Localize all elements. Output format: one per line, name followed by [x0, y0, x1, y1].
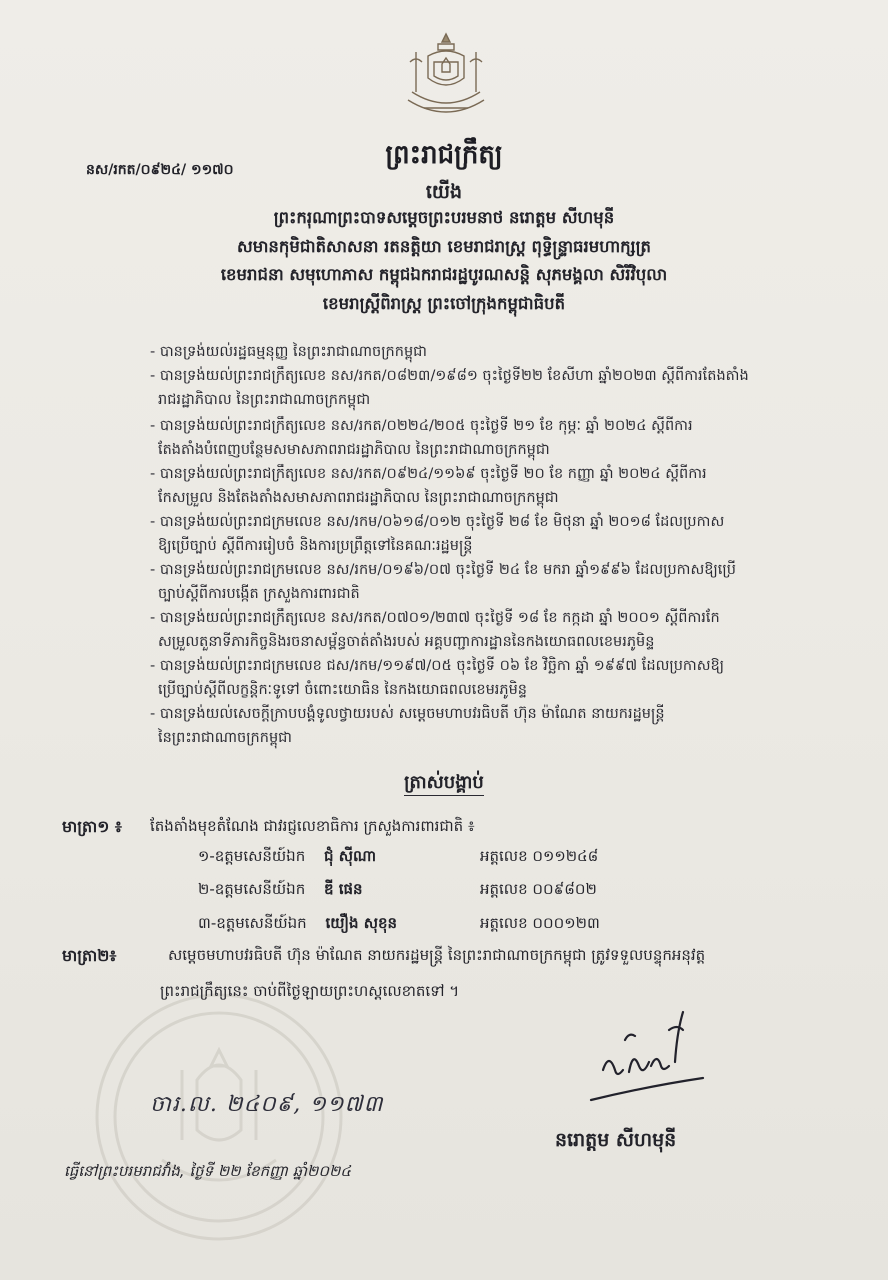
section-heading: [0, 770, 888, 797]
basis-line: ច្បាប់ស្តីពីការបង្កើត ក្រសួងការពារជាតិ: [158, 586, 360, 602]
article-2-label: មាត្រា២៖: [62, 946, 117, 965]
basis-line: - បានទ្រង់យល់ព្រះរាជក្រមលេខ នស/រកម/០១៩៦/០៧ ចុះថ្ងៃទី ២៤ ខែ មករា ឆ្នាំ១៩៩៦ ដែលប្រកាសឱ្យប្រើ: [150, 562, 736, 578]
basis-line: ឱ្យប្រើច្បាប់ ស្តីពីការរៀបចំ និងការប្រព្រឹត្តទៅនៃគណៈរដ្ឋមន្ត្រី: [158, 538, 473, 554]
article-2-text: សម្តេចមហាបវរធិបតី ហ៊ុន ម៉ាណែត នាយករដ្ឋមន្ត្រី នៃព្រះរាជាណាចក្រកម្ពុជា ត្រូវទទួលបន្ទុកអនុវត្ត: [168, 946, 706, 964]
basis-line: - បានទ្រង់យល់រដ្ឋធម្មនុញ្ញ នៃព្រះរាជាណាចក្រកម្ពុជា: [150, 344, 427, 360]
basis-item: [150, 340, 427, 364]
basis-item: [150, 414, 693, 462]
basis-line: - បានទ្រង់យល់ព្រះរាជក្រឹត្យលេខ នស/រកត/០២២៤/២០៥ ចុះថ្ងៃទី ២១ ខែ កុម្ភៈ ឆ្នាំ ២០២៤ ស្តីពីការ: [150, 418, 693, 434]
basis-line: រាជរដ្ឋាភិបាល នៃព្រះរាជាណាចក្រកម្ពុជា: [158, 392, 371, 408]
basis-line: - បានទ្រង់យល់ព្រះរាជក្រមលេខ នស/រកម/០៦១៨/០១២ ចុះថ្ងៃទី ២៨ ខែ មិថុនា ឆ្នាំ ២០១៨ ដែលប្រកាស: [150, 514, 725, 530]
basis-line: - បានទ្រង់យល់ព្រះរាជក្រឹត្យលេខ នស/រកត/០៧០១/២៣៧ ចុះថ្ងៃទី ១៨ ខែ កក្កដា ឆ្នាំ ២០០១ ស្តីពីការកែ: [150, 610, 720, 626]
date-place-line: ធ្វើនៅព្រះបរមរាជវាំង, ថ្ងៃទី ២២ ខែកញ្ញា ឆ្នាំ២០២៤: [64, 1162, 351, 1180]
officer-name: យឿង សុខុន: [325, 914, 398, 932]
basis-line: - បានទ្រង់យល់ព្រះរាជក្រឹត្យលេខ នស/រកត/០៨២៣/១៩៨១ ចុះថ្ងៃទី២២ ខែសីហា ឆ្នាំ២០២៣ ស្តីពីការតែងតាំង: [150, 368, 749, 384]
basis-line: - បានទ្រង់យល់ព្រះរាជក្រមលេខ ជស/រកម/១១៩៧/០៥ ចុះថ្ងៃទី ០៦ ខែ វិច្ឆិកា ឆ្នាំ ១៩៩៧ ដែលប្រកាសឱ្យ: [150, 658, 725, 674]
handwritten-registration-note: ចារ.ល. ២៤០៩, ១១៧៣: [150, 1092, 384, 1117]
signatory-name: នរោត្តម សីហមុនី: [555, 1129, 677, 1151]
basis-line: ប្រើច្បាប់ស្តីពីលក្ខន្តិកៈទូទៅ ចំពោះយោធិន នៃកងយោធពលខេមរភូមិន្ទ: [158, 682, 527, 698]
officer-row: [198, 847, 658, 869]
document-title: ព្រះរាជក្រឹត្យ: [385, 140, 503, 170]
officer-id: អត្តលេខ ០០៩៨០២: [480, 880, 597, 898]
basis-line: សម្រួលតួនាទីភារកិច្ចនិងរចនាសម្ព័ន្ធចាត់តាំងរបស់ អគ្គបញ្ជាការដ្ឋាននៃកងយោធពលខេមរភូមិន្ទ: [158, 634, 655, 650]
king-title-line: ព្រះករុណាព្រះបាទសម្តេចព្រះបរមនាថ នរោត្តម សីហមុនី: [273, 208, 615, 227]
basis-item: [150, 654, 724, 702]
officer-rank: ២-ឧត្តមសេនីយ៍ឯក: [198, 880, 306, 898]
basis-item: [150, 510, 724, 558]
officer-rank: ១-ឧត្តមសេនីយ៍ឯក: [198, 847, 306, 865]
basis-item: [150, 606, 720, 654]
king-title-line: ខេមរាជនា សមុហោភាស កម្ពុជឯករាជរដ្ឋបូរណសន្តិ សុភមង្គលា សិរីវិបុលា: [220, 265, 668, 284]
section-heading-text: ត្រាស់បង្គាប់: [404, 772, 484, 796]
basis-line: - បានទ្រង់យល់ព្រះរាជក្រឹត្យលេខ នស/រកត/០៩២៤/១១៦៩ ចុះថ្ងៃទី ២០ ខែ កញ្ញា ឆ្នាំ ២០២៤ ស្តីពីការ: [150, 466, 707, 482]
basis-line: តែងតាំងបំពេញបន្ថែមសមាសភាពរាជរដ្ឋាភិបាល នៃព្រះរាជាណាចក្រកម្ពុជា: [158, 442, 550, 458]
basis-item: [150, 462, 707, 510]
article-1-text: តែងតាំងមុខតំណែង ជាវរជ្ញលេខាធិការ ក្រសួងការពារជាតិ ៖: [150, 817, 475, 835]
officer-row: [198, 914, 658, 936]
article-2-text: ព្រះរាជក្រឹត្យនេះ ចាប់ពីថ្ងៃឡាយព្រះហស្តលេខាតទៅ ។: [160, 982, 460, 1000]
officer-name: ឌី ផេន: [324, 880, 363, 898]
officer-id: អត្តលេខ ០១១២៤៨: [480, 847, 599, 865]
officer-rank: ៣-ឧត្តមសេនីយ៍ឯក: [198, 914, 307, 932]
officer-row: [198, 880, 658, 902]
reference-number: នស/រកត/០៩២៤/ ១១៧០: [86, 162, 234, 178]
basis-line: កែសម្រួល និងតែងតាំងសមាសភាពរាជរដ្ឋាភិបាល នៃព្រះរាជាណាចក្រកម្ពុជា: [158, 490, 559, 506]
article-1-label: មាត្រា១ ៖: [62, 817, 122, 836]
basis-item: [150, 364, 749, 412]
basis-item: [150, 702, 665, 750]
basis-item: [150, 558, 736, 606]
officer-id: អត្តលេខ ០០០១២៣: [480, 914, 600, 932]
basis-line: នៃព្រះរាជាណាចក្រកម្ពុជា: [158, 730, 292, 746]
royal-coat-of-arms-icon: [398, 28, 494, 124]
royal-signature-icon: [585, 1000, 705, 1115]
basis-line: - បានទ្រង់យល់សេចក្តីក្រាបបង្គំទូលថ្វាយរបស់ សម្តេចមហាបវរធិបតី ហ៊ុន ម៉ាណែត នាយករដ្ឋមន្ត្រី: [150, 706, 665, 722]
officer-name: ជុំ ស៊ីណា: [324, 847, 377, 865]
king-title-line: ខេមរាស្ត្រីពិរាស្ត្រ ព្រះចៅក្រុងកម្ពុជាធិបតី: [322, 294, 566, 313]
king-title-line: សមានកុមិជាតិសាសនា រតនត្តិយា ខេមរាជរាស្ត្រ ពុទ្ធិន្ទ្រាធរមហាក្សត្រ: [237, 237, 651, 256]
heading-we: យើង: [425, 181, 463, 203]
